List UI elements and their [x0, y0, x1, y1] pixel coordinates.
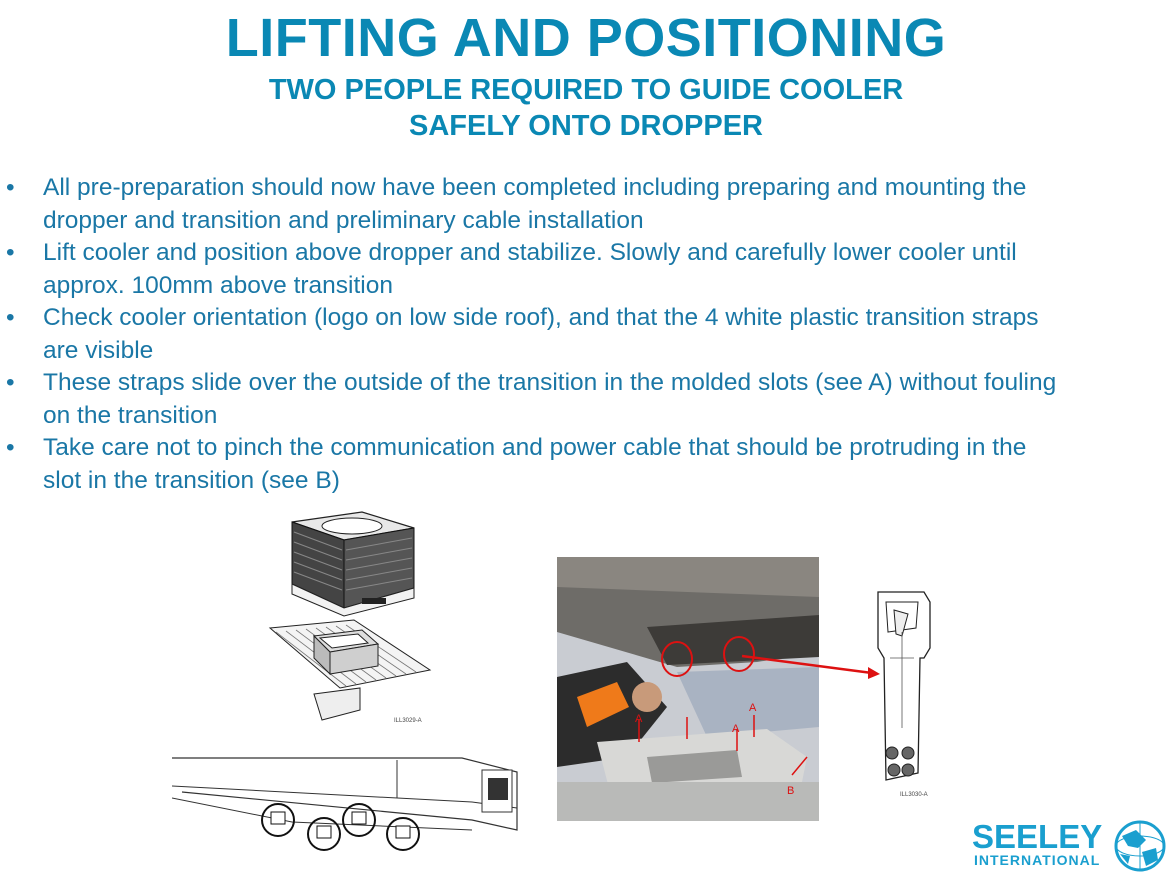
- list-item: [0, 367, 1172, 432]
- page-title: LIFTING AND POSITIONING: [225, 8, 947, 68]
- photo-label-b: B: [787, 785, 795, 797]
- cooler-dropper-drawing: [262, 510, 437, 740]
- logo-subname: INTERNATIONAL: [974, 852, 1101, 868]
- list-item-line: Check cooler orientation (logo on low side roof), and that the 4 white plastic transition straps: [43, 304, 1039, 331]
- list-item-line: These straps slide over the outside of the transition in the molded slots (see A) without fouling: [43, 369, 1057, 396]
- photo-label-a: A: [635, 713, 643, 725]
- list-item: [0, 172, 1172, 237]
- cooler-base-straps-drawing: [172, 750, 542, 855]
- photo-label-a: A: [732, 723, 740, 735]
- photo-label-a: A: [749, 702, 757, 714]
- bullet-icon: •: [6, 239, 15, 266]
- list-item: [0, 432, 1172, 497]
- list-item-line: All pre-preparation should now have been completed including preparing and mounting the: [43, 174, 1027, 201]
- list-item: [0, 237, 1172, 302]
- drawing-code-label: ILL3030-A: [900, 792, 928, 798]
- globe-icon: [1116, 822, 1164, 870]
- transition-strap-drawing: [872, 588, 942, 800]
- page-subtitle: [0, 72, 1172, 144]
- list-item-line: on the transition: [43, 401, 218, 429]
- drawing-code-label: ILL3029-A: [394, 718, 422, 724]
- subtitle-line-2: SAFELY ONTO DROPPER: [409, 110, 763, 142]
- list-item: [0, 302, 1172, 367]
- list-item-line: Take care not to pinch the communication and power cable that should be protruding in the: [43, 434, 1027, 461]
- bullet-icon: •: [6, 434, 15, 461]
- bullet-icon: •: [6, 369, 15, 396]
- subtitle-line-1: TWO PEOPLE REQUIRED TO GUIDE COOLER: [268, 74, 904, 106]
- seeley-logo: [970, 818, 1170, 876]
- bullet-icon: •: [6, 304, 15, 331]
- connector-arrow: [740, 640, 885, 685]
- list-item-line: Lift cooler and position above dropper and stabilize. Slowly and carefully lower cooler until: [43, 239, 1017, 266]
- list-item-line: approx. 100mm above transition: [43, 271, 393, 299]
- bullet-icon: •: [6, 174, 15, 201]
- list-item-line: slot in the transition (see B): [43, 466, 340, 494]
- logo-name: SEELEY: [972, 818, 1103, 855]
- list-item-line: are visible: [43, 336, 154, 364]
- list-item-line: dropper and transition and preliminary cable installation: [43, 206, 644, 234]
- instruction-list: [0, 172, 1172, 497]
- installation-photo: [557, 557, 819, 821]
